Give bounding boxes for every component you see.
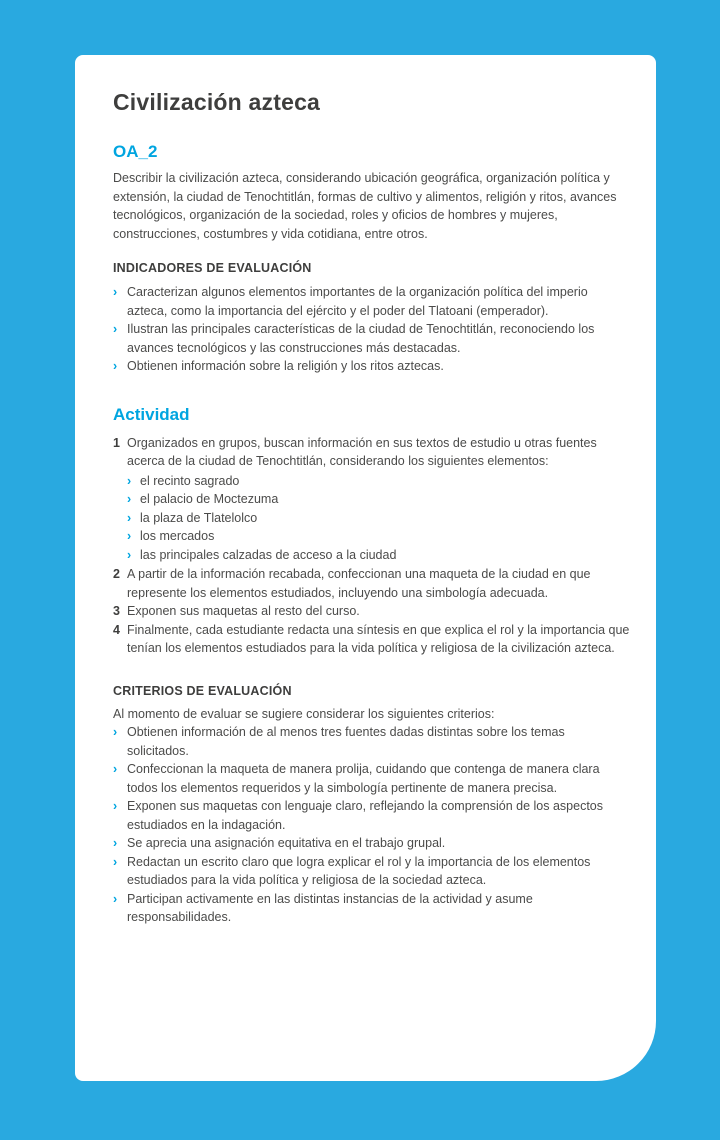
chevron-bullet-icon: › [113, 359, 118, 373]
list-item-text: Confeccionan la maqueta de manera prolija, cuidando que contenga de manera clara todos los elementos requeridos y la simbología pertinente de manera precisa. [127, 762, 600, 795]
sublist-item [127, 490, 630, 509]
list-item [113, 723, 630, 760]
list-item-text: Redactan un escrito claro que logra explicar el rol y la importancia de los elementos estudiados para la vida política y religiosa de la sociedad azteca. [127, 854, 591, 887]
sublist-item [127, 472, 630, 491]
step-body [127, 434, 630, 566]
chevron-bullet-icon: › [127, 510, 132, 525]
chevron-bullet-icon: › [113, 762, 118, 776]
sublist-item-text: el recinto sagrado [140, 473, 240, 488]
chevron-bullet-icon: › [113, 891, 118, 906]
chevron-bullet-icon: › [127, 547, 132, 562]
criterios-intro: Al momento de evaluar se sugiere considerar los siguientes criterios: [113, 706, 495, 721]
step-number: 4 [113, 622, 120, 637]
step-number: 1 [113, 435, 120, 450]
step-text: A partir de la información recabada, confeccionan una maqueta de la ciudad en que represente los elementos estudiados, incluyendo una simbología adecuada. [127, 567, 591, 600]
list-item [113, 283, 630, 320]
step-body [127, 565, 630, 602]
numbered-step [113, 621, 630, 658]
sublist-item-text: los mercados [140, 529, 215, 543]
section-indicadores [113, 261, 630, 376]
list-item [113, 797, 630, 834]
numbered-step [113, 565, 630, 602]
actividad-heading: Actividad [113, 404, 190, 424]
step-number: 3 [113, 604, 120, 618]
sublist [127, 472, 630, 565]
sublist-item-text: el palacio de Moctezuma [140, 492, 279, 506]
list-item-text: Obtienen información de al menos tres fuentes dadas distintas sobre los temas solicitados. [127, 725, 565, 758]
chevron-bullet-icon: › [127, 492, 132, 506]
list-item [113, 320, 630, 357]
list-item-text: Obtienen información sobre la religión y los ritos aztecas. [127, 359, 444, 373]
chevron-bullet-icon: › [113, 285, 118, 299]
chevron-bullet-icon: › [113, 854, 118, 869]
sublist-item-text: las principales calzadas de acceso a la ciudad [140, 547, 397, 562]
list-item [113, 890, 630, 927]
section-oa2 [113, 142, 630, 243]
oa2-description: Describir la civilización azteca, considerando ubicación geográfica, organización política y extensión, la ciudad de Tenochtitlán, formas de cultivo y alimentos, religión y ritos, avances tecnológicos, organización de la sociedad, roles y oficios de hombres y mujeres, construcciones, costumbres y vida cotidiana, entre otros. [113, 171, 617, 241]
content-card [75, 55, 656, 1081]
chevron-bullet-icon: › [113, 725, 118, 739]
sublist-item-text: la plaza de Tlatelolco [140, 510, 258, 525]
list-item [113, 357, 630, 376]
chevron-bullet-icon: › [127, 529, 132, 543]
indicadores-heading: INDICADORES DE EVALUACIÓN [113, 261, 312, 275]
list-item-text: Exponen sus maquetas con lenguaje claro, reflejando la comprensión de los aspectos estudiados en la indagación. [127, 799, 603, 832]
list-item [113, 853, 630, 890]
step-body [127, 621, 630, 658]
list-item-text: Ilustran las principales características de la ciudad de Tenochtitlán, reconociendo los avances tecnológicos y las construcciones más destacadas. [127, 322, 595, 355]
list-item [113, 834, 630, 853]
oa2-heading: OA_2 [113, 142, 158, 161]
sublist-item [127, 546, 630, 565]
section-actividad [113, 405, 630, 658]
step-text: Exponen sus maquetas al resto del curso. [127, 604, 360, 618]
chevron-bullet-icon: › [113, 836, 118, 850]
chevron-bullet-icon: › [113, 322, 118, 336]
step-text: Organizados en grupos, buscan información en sus textos de estudio u otras fuentes acerca de la ciudad de Tenochtitlán, considerando los siguientes elementos: [127, 435, 597, 468]
sublist-item [127, 509, 630, 528]
criterios-heading: CRITERIOS DE EVALUACIÓN [113, 683, 292, 698]
step-text: Finalmente, cada estudiante redacta una síntesis en que explica el rol y la importancia que tenían los elementos estudiados para la vida política y religiosa de la civilización azteca. [127, 622, 630, 655]
chevron-bullet-icon: › [127, 473, 132, 488]
list-item-text: Caracterizan algunos elementos importantes de la organización política del imperio azteca, como la importancia del ejército y el poder del Tlatoani (emperador). [127, 285, 588, 318]
section-criterios [113, 684, 630, 927]
numbered-step [113, 434, 630, 566]
list-item-text: Participan activamente en las distintas instancias de la actividad y asume responsabilidades. [127, 891, 533, 924]
sublist-item [127, 527, 630, 546]
numbered-step [113, 602, 630, 621]
list-item [113, 760, 630, 797]
step-number: 2 [113, 567, 120, 581]
step-body [127, 602, 630, 621]
page-title: Civilización azteca [113, 89, 321, 115]
list-item-text: Se aprecia una asignación equitativa en el trabajo grupal. [127, 836, 446, 850]
chevron-bullet-icon: › [113, 799, 118, 813]
